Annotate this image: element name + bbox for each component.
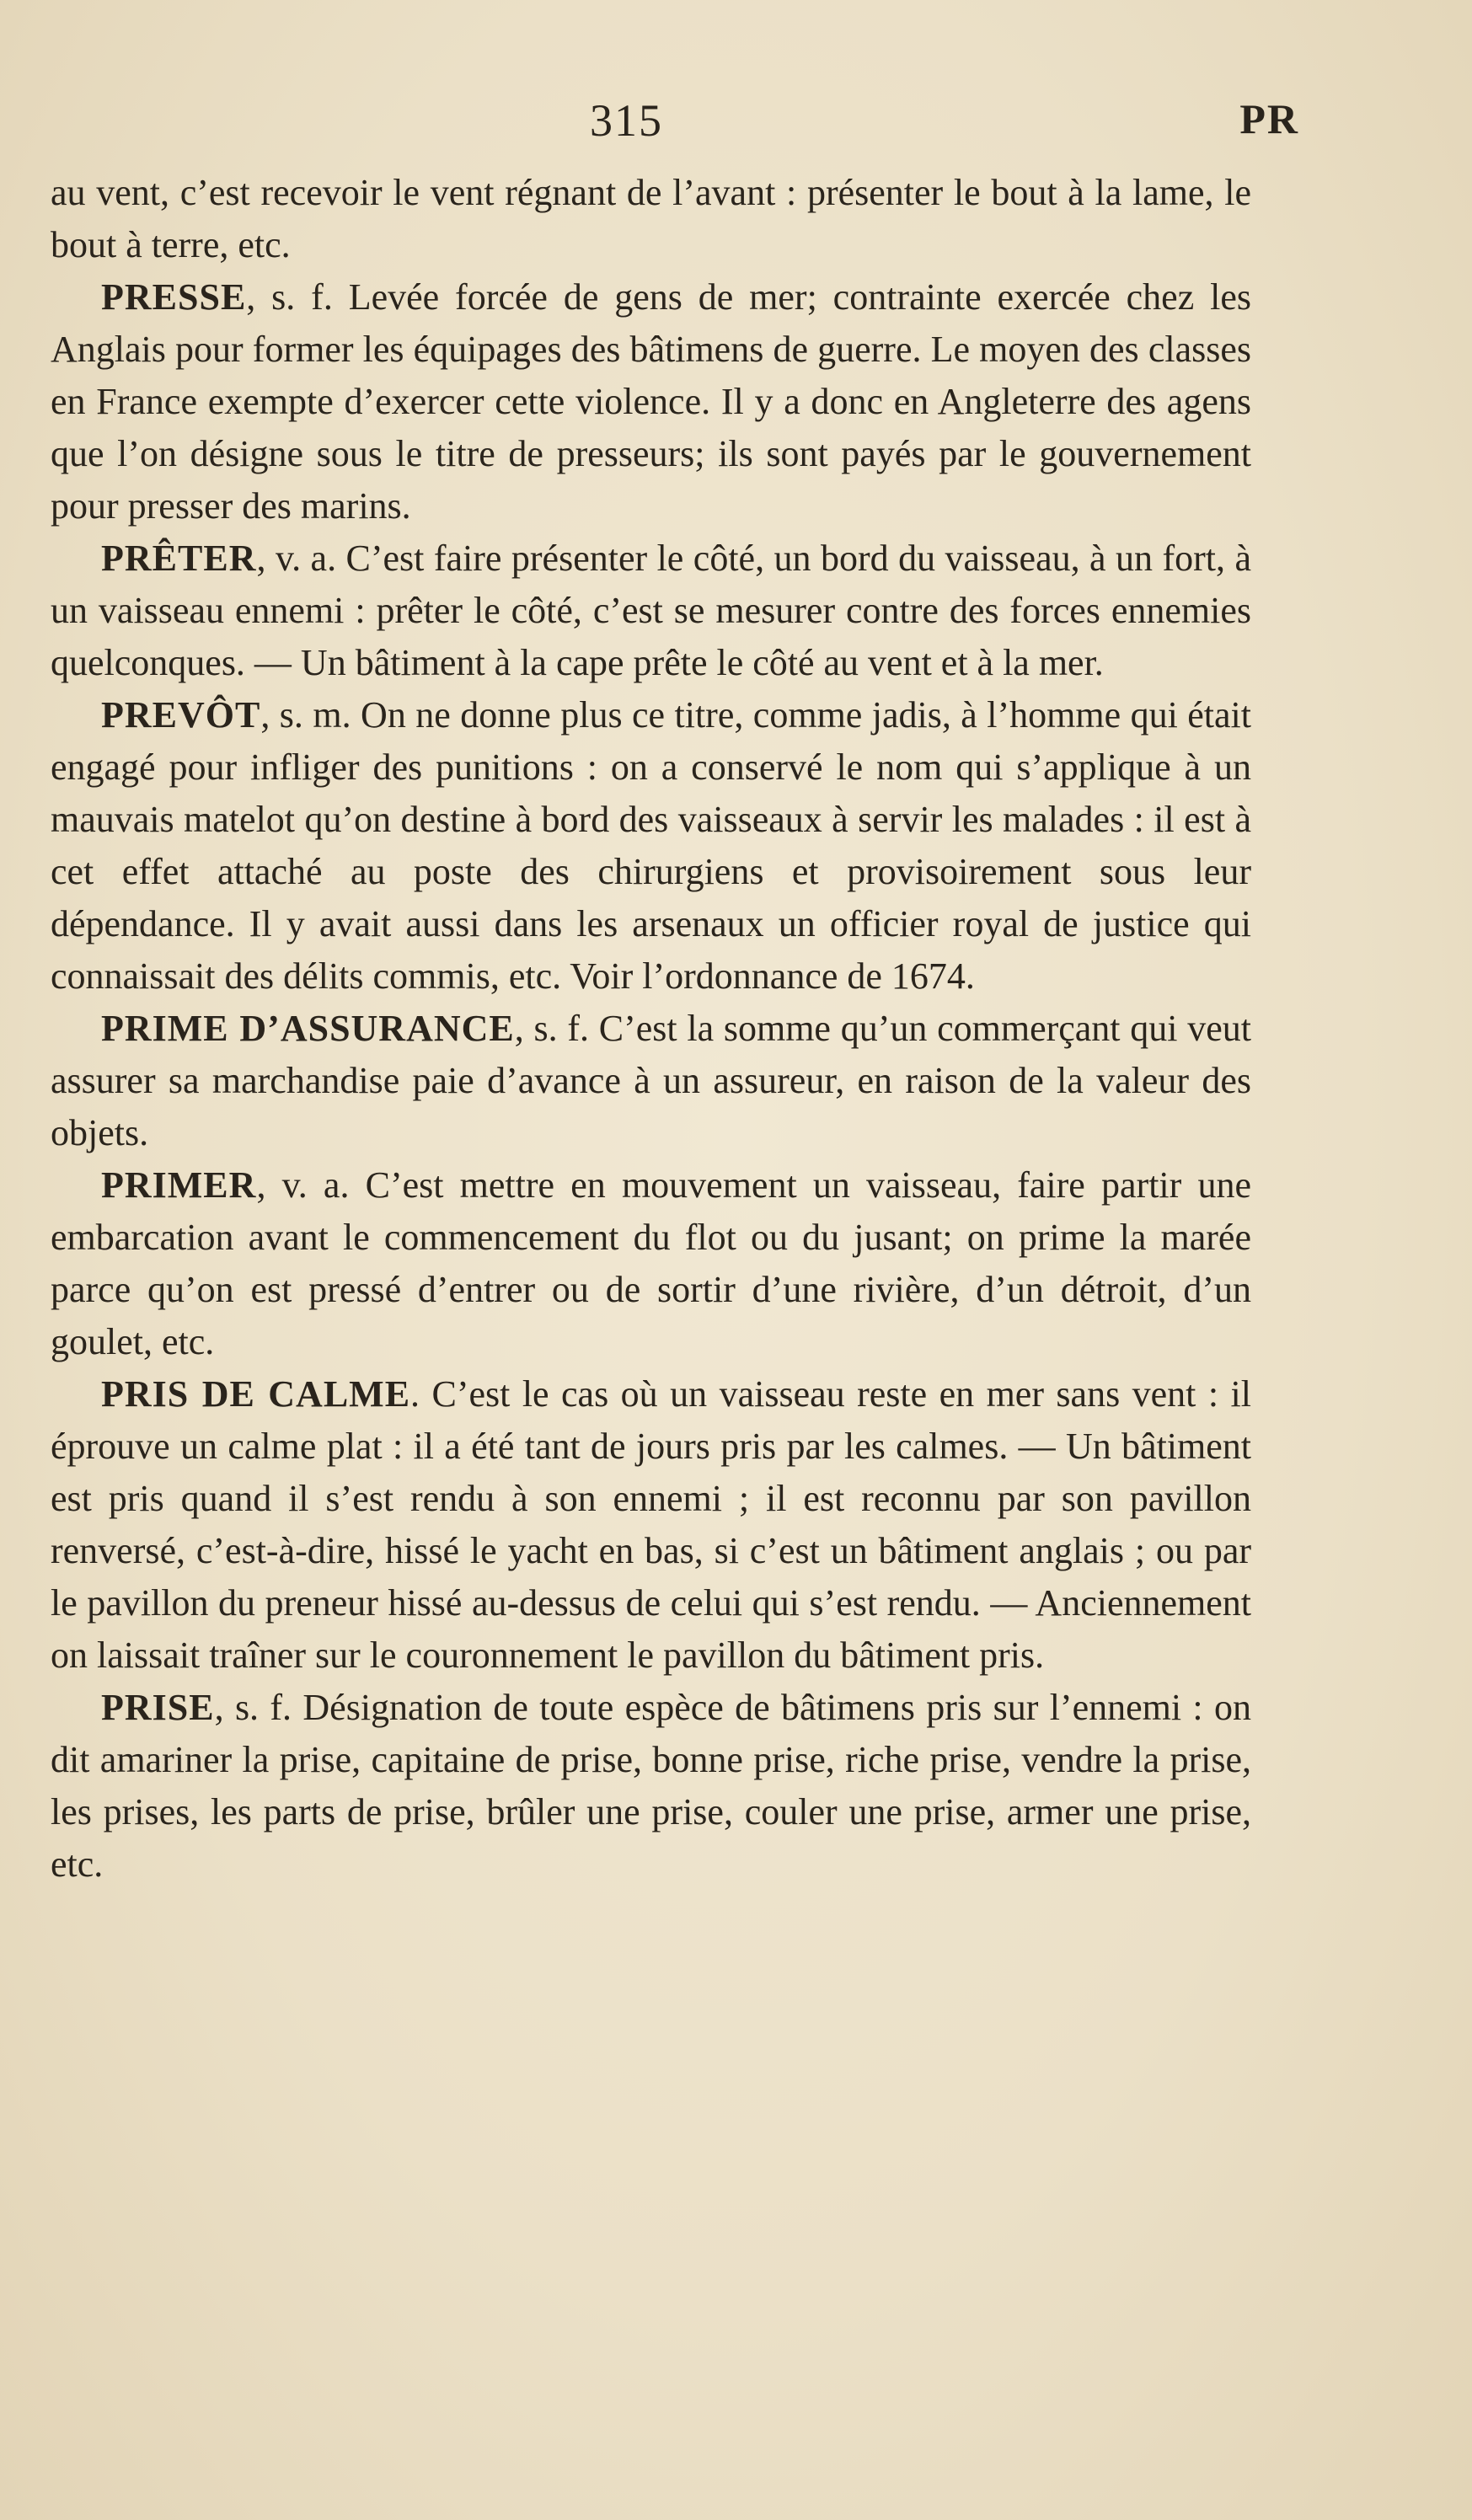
entry-prime-d-assurance bbox=[51, 1003, 1251, 1159]
entry-definition: , s. f. Désignation de toute espèce de bâtimens pris sur l’ennemi : on dit amariner la prise, capitaine de prise, bonne prise, riche prise, vendre la prise, les prises, les parts de prise, brûler une prise, couler une prise, armer une prise, etc. bbox=[51, 1687, 1251, 1885]
entry-preter bbox=[51, 532, 1251, 689]
entry-definition: , v. a. C’est mettre en mouvement un vaisseau, faire partir une embarcation avant le commencement du flot ou du jusant; on prime la marée parce qu’on est pressé d’entrer ou de sortir d’une rivière, d’un détroit, d’un goulet, etc. bbox=[51, 1164, 1251, 1362]
continuation-paragraph: au vent, c’est recevoir le vent régnant de l’avant : présenter le bout à la lame, le bout à terre, etc. bbox=[51, 172, 1251, 265]
entry-term: PRISE bbox=[101, 1687, 215, 1728]
entry-term: PRIMER bbox=[101, 1164, 257, 1206]
entry-prise bbox=[51, 1682, 1251, 1891]
entry-definition: . C’est le cas où un vaisseau reste en mer sans vent : il éprouve un calme plat : il a été tant de jours pris par les calmes. — Un bâtiment est pris quand il s’est rendu à son ennemi ; il est reconnu par son pavillon renversé, c’est-à-dire, hissé le yacht en bas, si c’est un bâtiment anglais ; ou par le pavillon du preneur hissé au-dessus de celui qui s’est rendu. — Anciennement on laissait traîner sur le couronnement le pavillon du bâtiment pris. bbox=[51, 1373, 1251, 1676]
entry-definition: , s. f. C’est la somme qu’un commerçant qui veut assurer sa marchandise paie d’avance à un assureur, en raison de la valeur des objets. bbox=[51, 1008, 1251, 1153]
entry-presse bbox=[51, 271, 1251, 532]
entry-primer bbox=[51, 1159, 1251, 1368]
entry-term: PRESSE bbox=[101, 276, 247, 318]
page-number: 315 bbox=[590, 95, 663, 146]
entry-term: PRIS DE CALME bbox=[101, 1373, 411, 1415]
running-head: PR bbox=[1239, 95, 1299, 142]
entry-term: PRÊTER bbox=[101, 538, 257, 579]
entry-definition: , s. m. On ne donne plus ce titre, comme jadis, à l’homme qui était engagé pour infliger des punitions : on a conservé le nom qui s’applique à un mauvais matelot qu’on destine à bord des vaisseaux à servir les malades : il est à cet effet attaché au poste des chirurgiens et provisoirement sous leur dépendance. Il y avait aussi dans les arsenaux un officier royal de justice qui connaissait des délits commis, etc. Voir l’ordonnance de 1674. bbox=[51, 694, 1251, 997]
entry-pris-de-calme bbox=[51, 1368, 1251, 1682]
entry-prevot bbox=[51, 689, 1251, 1003]
page-header bbox=[0, 94, 1472, 153]
entry-definition: , s. f. Levée forcée de gens de mer; contrainte exercée chez les Anglais pour former les équipages des bâtimens de guerre. Le moyen des classes en France exempte d’exercer cette violence. Il y a donc en Angleterre des agens que l’on désigne sous le titre de presseurs; ils sont payés par le gouvernement pour presser des marins. bbox=[51, 276, 1251, 527]
entry-term: PRIME D’ASSURANCE bbox=[101, 1008, 515, 1049]
entry-definition: , v. a. C’est faire présenter le côté, un bord du vaisseau, à un fort, à un vaisseau ennemi : prêter le côté, c’est se mesurer contre des forces ennemies quelconques. — Un bâtiment à la cape prête le côté au vent et à la mer. bbox=[51, 538, 1251, 683]
entry-term: PREVÔT bbox=[101, 694, 261, 736]
body-text bbox=[51, 167, 1251, 1891]
